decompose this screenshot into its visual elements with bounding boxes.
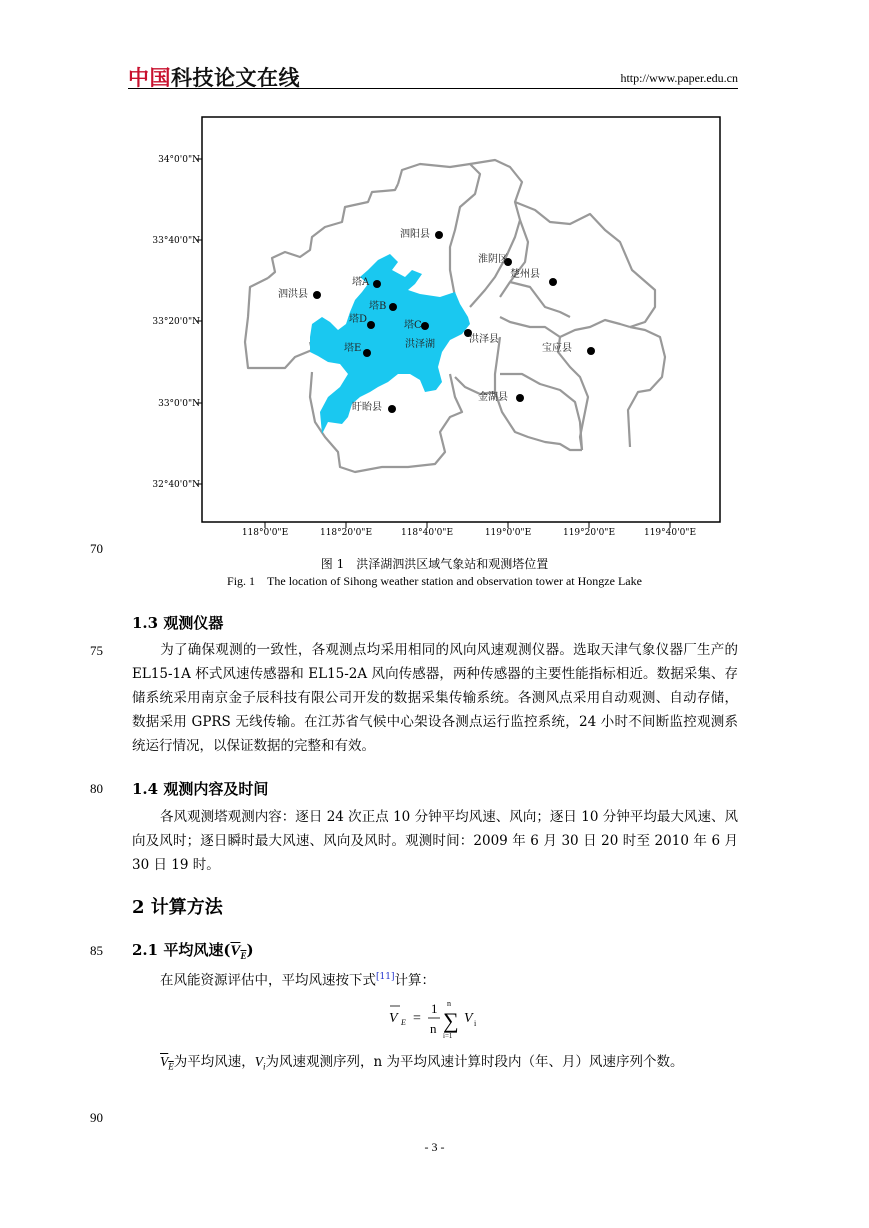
mean-wind-formula [380, 998, 520, 1054]
formula-eq: = [413, 1011, 421, 1026]
section-2-title: 2 计算方法 [132, 897, 223, 918]
section-1-3-body [132, 638, 738, 758]
section-2-1-title-text: 2.1 平均风速( [132, 941, 231, 959]
reference-link[interactable]: [11] [376, 972, 395, 982]
station-dot [516, 394, 524, 402]
y-tick-label: 33°40'0"N [152, 236, 200, 246]
header-rule [128, 88, 738, 89]
formula-sum-bot: i=1 [443, 1032, 453, 1040]
section-1-4-body [132, 805, 738, 877]
mean-wind-symbol: $V_E$ [230, 943, 247, 961]
label-baoying: 宝应县 [542, 343, 572, 354]
formula-den: n [430, 1021, 437, 1036]
x-tick-label: 119°40'0"E [643, 528, 697, 538]
label-tower-a: 塔A [352, 277, 370, 288]
y-tick-label: 33°0'0"N [158, 399, 200, 409]
station-dot [587, 347, 595, 355]
figure-map [150, 112, 730, 542]
station-dot [367, 321, 375, 329]
figure-caption-en: Fig. 1 The location of Sihong weather station and observation tower at Hongze Lake [227, 574, 642, 588]
label-hongze-lake: 洪泽湖 [405, 339, 435, 350]
label-tower-b: 塔B [369, 301, 387, 312]
section-2-1-title [132, 939, 254, 961]
y-ticks [152, 155, 202, 490]
label-siyang: 泗阳县 [400, 229, 430, 240]
intro-text: 在风能资源评估中，平均风速按下式 [160, 972, 376, 989]
formula-lhs: V [389, 1011, 398, 1026]
x-tick-label: 118°0'0"E [241, 528, 289, 538]
x-ticks [242, 522, 696, 538]
line-number: 75 [90, 643, 103, 658]
station-dot [549, 278, 557, 286]
line-number: 80 [90, 781, 103, 796]
sigma-icon: ∑ [443, 1008, 459, 1033]
desc-b: 为风速观测序列，n 为平均风速计算时段内（年、月）风速序列个数。 [265, 1054, 684, 1070]
y-tick-label: 33°20'0"N [152, 317, 200, 327]
section-1-3-text: 为了确保观测的一致性，各观测点均采用相同的风向风速观测仪器。选取天津气象仪器厂生产的 EL15-1A 杯式风速传感器和 EL15-2A 风向传感器，两种传感器的主要性能指标相近。数据采集、存储系统采用南京金子辰科技有限公司开发的数据采集传输系统。各测风点采用自动观测、自动存储，数据采用 GPRS 无线传输。在江苏省气候中心架设各测点运行监控系统，24 小时不间断监控观测系统运行情况，以保证数据的完整和有效。 [132, 642, 738, 754]
mean-wind-symbol: $V_E$ [160, 1054, 174, 1072]
x-tick-label: 118°20'0"E [319, 528, 373, 538]
logo-red-text: 中国 [128, 66, 171, 90]
label-chuzhou: 楚州县 [510, 269, 540, 280]
label-tower-e: 塔E [344, 343, 362, 354]
label-sihong: 泗洪县 [278, 289, 308, 300]
y-tick-label: 34°0'0"N [158, 155, 200, 165]
wind-series-symbol: $V_i$ [254, 1054, 266, 1072]
label-hongze-county: 洪泽县 [469, 334, 499, 345]
label-jinhu: 金湖县 [478, 392, 508, 403]
line-number: 70 [90, 541, 103, 556]
label-huaiyin: 淮阴区 [478, 254, 508, 265]
figure-caption-cn: 图 1 洪泽湖泗洪区域气象站和观测塔位置 [320, 557, 549, 571]
station-dot [435, 231, 443, 239]
label-xuyi: 盱眙县 [352, 402, 382, 413]
station-dot [421, 322, 429, 330]
section-2-1-intro [132, 965, 738, 993]
formula-lhs-sub: E [401, 1018, 406, 1027]
desc-a: 为平均风速， [173, 1054, 255, 1070]
station-dot [388, 405, 396, 413]
header-url[interactable]: http://www.paper.edu.cn [620, 71, 738, 85]
label-tower-d: 塔D [349, 314, 368, 325]
formula-num: 1 [431, 1001, 438, 1016]
station-dot [389, 303, 397, 311]
page-number: - 3 - [424, 1140, 445, 1154]
logo-black-text: 科技论文在线 [171, 66, 300, 90]
station-dot [363, 349, 371, 357]
x-tick-label: 119°0'0"E [484, 528, 532, 538]
x-tick-label: 118°40'0"E [400, 528, 454, 538]
station-dot [373, 280, 381, 288]
formula-sum-top: n [447, 999, 451, 1008]
x-tick-label: 119°20'0"E [562, 528, 616, 538]
formula-rhs-sub: i [474, 1019, 477, 1028]
section-1-4-text: 各风观测塔观测内容：逐日 24 次正点 10 分钟平均风速、风向；逐日 10 分钟平均最大风速、风向及风时；逐日瞬时最大风速、风向及风时。观测时间：2009 年 6 月 30 日 20 时至 2010 年 6 月 30 日 19 时。 [132, 809, 738, 873]
section-2-1-title-close: ) [246, 941, 254, 959]
label-tower-c: 塔C [404, 320, 422, 331]
formula-rhs: V [464, 1011, 473, 1026]
intro-text-end: 计算： [394, 972, 435, 989]
station-dot [313, 291, 321, 299]
formula-description [132, 1050, 738, 1079]
section-1-3-title: 1.3 观测仪器 [132, 614, 224, 632]
y-tick-label: 32°40'0"N [152, 480, 200, 490]
section-1-4-title: 1.4 观测内容及时间 [132, 780, 269, 798]
line-number: 90 [90, 1110, 103, 1125]
line-number: 85 [90, 943, 103, 958]
